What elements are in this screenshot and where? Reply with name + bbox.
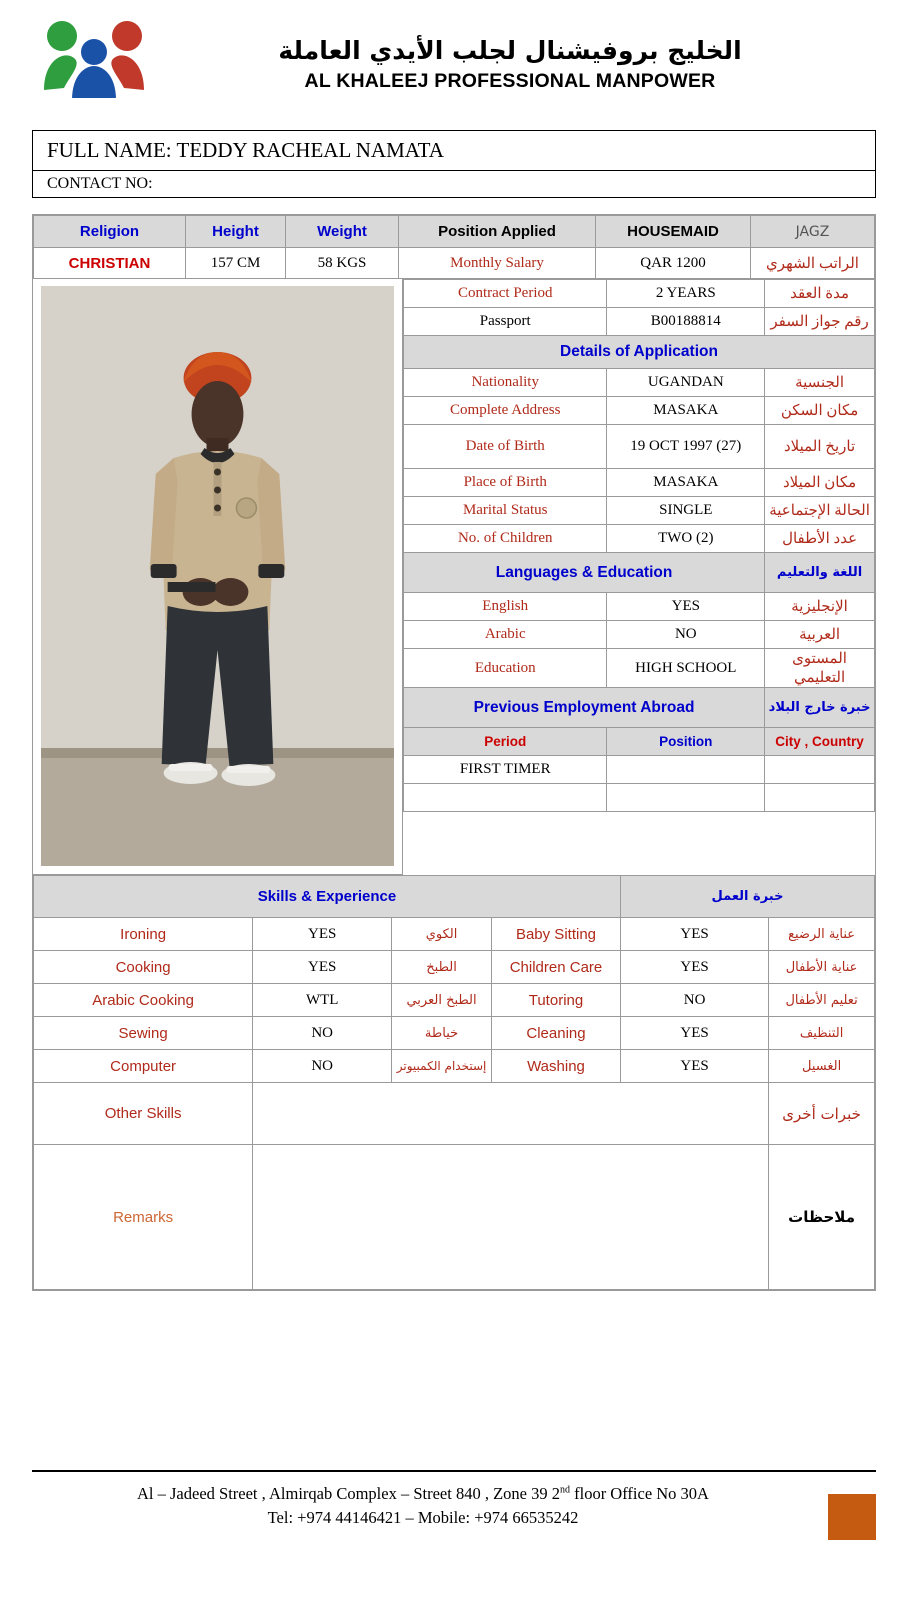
value-city-country-1 <box>765 756 875 784</box>
section-details-of-application <box>404 336 875 369</box>
label-marital-status-ar: الحالة الإجتماعية <box>765 497 875 525</box>
table-row <box>404 728 875 756</box>
label-cooking: Cooking <box>34 951 253 984</box>
label-date-of-birth-ar: تاريخ الميلاد <box>765 425 875 469</box>
value-cooking: YES <box>253 951 392 984</box>
label-date-of-birth: Date of Birth <box>404 425 607 469</box>
table-row <box>34 1017 875 1050</box>
table-row <box>404 621 875 649</box>
label-arabic-cooking-ar: الطبخ العربي <box>392 984 492 1017</box>
header-city-country: City , Country <box>765 728 875 756</box>
table-row <box>404 308 875 336</box>
label-tutoring-ar: تعليم الأطفال <box>769 984 875 1017</box>
label-sewing-ar: خياطة <box>392 1017 492 1050</box>
skills-table <box>33 875 875 1290</box>
top-summary-table <box>33 215 875 279</box>
table-row <box>404 497 875 525</box>
label-computer-ar: إستخدام الكمبيوتر <box>392 1050 492 1083</box>
section-title-languages-ar: اللغة والتعليم <box>765 553 875 593</box>
value-nationality: UGANDAN <box>607 369 765 397</box>
value-religion: CHRISTIAN <box>34 248 186 279</box>
value-marital-status: SINGLE <box>607 497 765 525</box>
label-remarks: Remarks <box>34 1145 253 1290</box>
label-washing-ar: الغسيل <box>769 1050 875 1083</box>
label-contract-period-ar: مدة العقد <box>765 280 875 308</box>
table-row <box>34 984 875 1017</box>
header-height: Height <box>186 216 286 248</box>
value-tutoring: NO <box>621 984 769 1017</box>
value-period-1: FIRST TIMER <box>404 756 607 784</box>
label-passport: Passport <box>404 308 607 336</box>
page-footer <box>0 1470 906 1600</box>
value-passport: B00188814 <box>607 308 765 336</box>
table-row <box>404 425 875 469</box>
full-name-field: FULL NAME: TEDDY RACHEAL NAMATA <box>32 130 876 170</box>
value-no-of-children: TWO (2) <box>607 525 765 553</box>
table-row <box>404 756 875 784</box>
section-languages-education <box>404 553 875 593</box>
label-arabic-ar: العربية <box>765 621 875 649</box>
table-row <box>34 918 875 951</box>
label-place-of-birth-ar: مكان الميلاد <box>765 469 875 497</box>
value-remarks <box>253 1145 769 1290</box>
label-remarks-ar: ملاحظات <box>769 1145 875 1290</box>
label-tutoring: Tutoring <box>491 984 620 1017</box>
label-children-care-ar: عناية الأطفال <box>769 951 875 984</box>
value-position-2 <box>607 784 765 812</box>
table-row <box>404 369 875 397</box>
label-contract-period: Contract Period <box>404 280 607 308</box>
label-complete-address: Complete Address <box>404 397 607 425</box>
value-english: YES <box>607 593 765 621</box>
label-arabic-cooking: Arabic Cooking <box>34 984 253 1017</box>
table-row <box>404 469 875 497</box>
footer-address-text: Al – Jadeed Street , Almirqab Complex – Street 840 , Zone 39 2 <box>137 1484 560 1503</box>
header-position-applied: Position Applied <box>399 216 596 248</box>
value-city-country-2 <box>765 784 875 812</box>
header-position: Position <box>607 728 765 756</box>
table-row <box>404 593 875 621</box>
label-cooking-ar: الطبخ <box>392 951 492 984</box>
table-row <box>34 951 875 984</box>
company-name-arabic: الخليج بروفيشنال لجلب الأيدي العاملة <box>278 36 742 66</box>
details-column <box>403 279 875 875</box>
header-religion: Religion <box>34 216 186 248</box>
section-title-skills-ar: خبرة العمل <box>621 876 875 918</box>
details-table <box>403 279 875 812</box>
label-sewing: Sewing <box>34 1017 253 1050</box>
value-arabic: NO <box>607 621 765 649</box>
value-ironing: YES <box>253 918 392 951</box>
value-other-skills <box>253 1083 769 1145</box>
footer-address <box>0 1482 846 1506</box>
label-english: English <box>404 593 607 621</box>
label-no-of-children-ar: عدد الأطفال <box>765 525 875 553</box>
value-weight: 58 KGS <box>286 248 399 279</box>
table-row <box>404 397 875 425</box>
value-baby-sitting: YES <box>621 918 769 951</box>
label-baby-sitting: Baby Sitting <box>491 918 620 951</box>
label-marital-status: Marital Status <box>404 497 607 525</box>
section-title-previous-employment-ar: خبرة خارج البلاد <box>765 688 875 728</box>
cv-main-table <box>32 214 876 1291</box>
label-english-ar: الإنجليزية <box>765 593 875 621</box>
footer-address-rest: floor Office No 30A <box>569 1484 709 1503</box>
applicant-photo <box>41 286 394 866</box>
label-education: Education <box>404 649 607 688</box>
label-ironing: Ironing <box>34 918 253 951</box>
label-place-of-birth: Place of Birth <box>404 469 607 497</box>
label-passport-ar: رقم جواز السفر <box>765 308 875 336</box>
table-row <box>404 784 875 812</box>
table-row <box>34 248 875 279</box>
footer-phones: Tel: +974 44146421 – Mobile: +974 66535242 <box>267 1507 579 1527</box>
header-period: Period <box>404 728 607 756</box>
label-ironing-ar: الكوي <box>392 918 492 951</box>
header-housemaid: HOUSEMAID <box>596 216 751 248</box>
value-position-1 <box>607 756 765 784</box>
value-height: 157 CM <box>186 248 286 279</box>
section-previous-employment <box>404 688 875 728</box>
value-children-care: YES <box>621 951 769 984</box>
footer-accent-square <box>828 1494 876 1540</box>
table-row <box>34 216 875 248</box>
value-date-of-birth: 19 OCT 1997 (27) <box>607 425 765 469</box>
value-washing: YES <box>621 1050 769 1083</box>
value-contract-period: 2 YEARS <box>607 280 765 308</box>
value-cleaning: YES <box>621 1017 769 1050</box>
label-other-skills: Other Skills <box>34 1083 253 1145</box>
label-arabic: Arabic <box>404 621 607 649</box>
label-computer: Computer <box>34 1050 253 1083</box>
footer-address-sup: nd <box>559 1484 570 1496</box>
label-education-ar: المستوى التعليمي <box>765 649 875 688</box>
table-row <box>404 280 875 308</box>
al-khaleej-logo-icon <box>34 14 154 114</box>
label-no-of-children: No. of Children <box>404 525 607 553</box>
label-complete-address-ar: مكان السكن <box>765 397 875 425</box>
label-monthly-salary: Monthly Salary <box>399 248 596 279</box>
contact-no-field: CONTACT NO: <box>32 170 876 198</box>
value-computer: NO <box>253 1050 392 1083</box>
label-baby-sitting-ar: عناية الرضيع <box>769 918 875 951</box>
label-nationality-ar: الجنسية <box>765 369 875 397</box>
value-education: HIGH SCHOOL <box>607 649 765 688</box>
value-sewing: NO <box>253 1017 392 1050</box>
page-header <box>0 0 906 120</box>
photo-and-details <box>33 279 875 875</box>
table-row <box>404 525 875 553</box>
table-row-remarks <box>34 1145 875 1290</box>
value-period-2 <box>404 784 607 812</box>
label-washing: Washing <box>491 1050 620 1083</box>
header-weight: Weight <box>286 216 399 248</box>
section-skills-experience <box>34 876 875 918</box>
table-row-other-skills <box>34 1083 875 1145</box>
section-title-previous-employment: Previous Employment Abroad <box>404 688 765 728</box>
table-row <box>404 649 875 688</box>
company-name-english: AL KHALEEJ PROFESSIONAL MANPOWER <box>304 69 716 92</box>
value-place-of-birth: MASAKA <box>607 469 765 497</box>
value-arabic-cooking: WTL <box>253 984 392 1017</box>
label-monthly-salary-ar: الراتب الشهري <box>751 248 875 279</box>
section-title-details: Details of Application <box>404 336 875 369</box>
table-row <box>34 1050 875 1083</box>
section-title-languages: Languages & Education <box>404 553 765 593</box>
value-complete-address: MASAKA <box>607 397 765 425</box>
label-nationality: Nationality <box>404 369 607 397</box>
footer-contact-block <box>0 1472 906 1530</box>
applicant-photo-cell <box>33 279 403 875</box>
label-children-care: Children Care <box>491 951 620 984</box>
company-brand <box>154 35 876 93</box>
label-cleaning-ar: التنظيف <box>769 1017 875 1050</box>
value-monthly-salary: QAR 1200 <box>596 248 751 279</box>
section-title-skills: Skills & Experience <box>34 876 621 918</box>
label-other-skills-ar: خبرات أخرى <box>769 1083 875 1145</box>
header-jagz: JAGZ <box>751 216 875 248</box>
label-cleaning: Cleaning <box>491 1017 620 1050</box>
